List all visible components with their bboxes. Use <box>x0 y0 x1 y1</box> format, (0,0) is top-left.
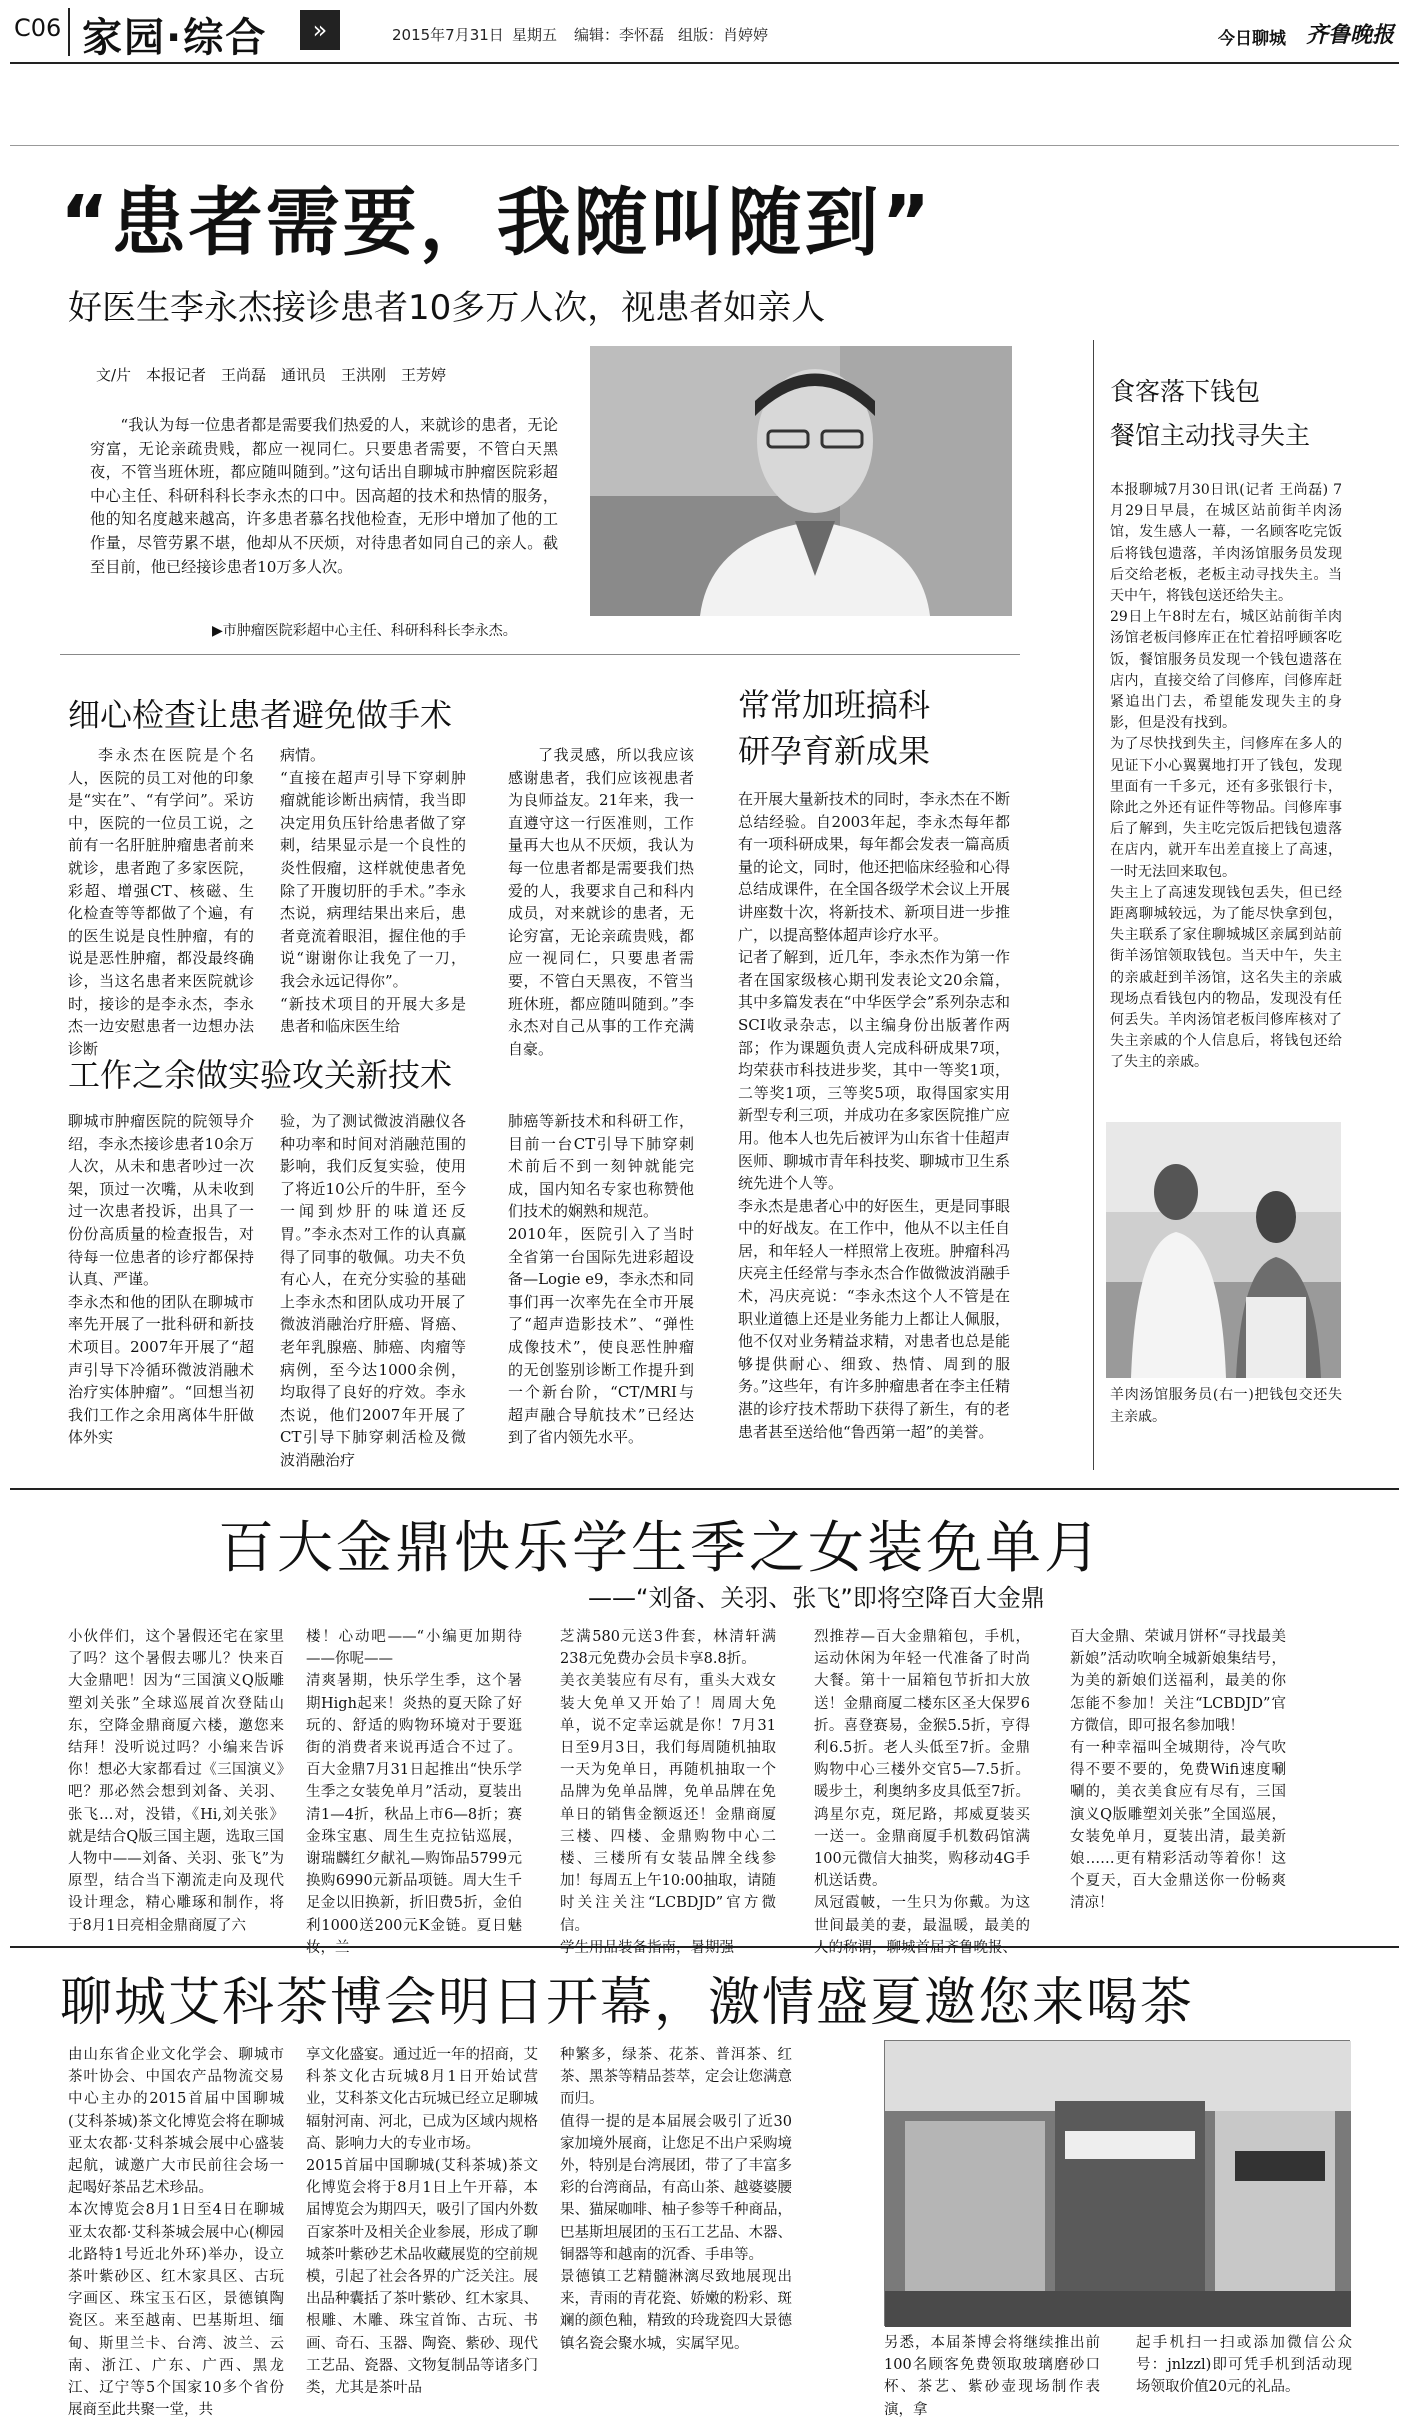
story1-byline: 文/片 本报记者 王尚磊 通讯员 王洪刚 王芳婷 <box>96 366 447 384</box>
sub2-title: 工作之余做实验攻关新技术 <box>68 1056 453 1094</box>
section-name: 家园·综合 <box>82 15 268 61</box>
story3-headline: 百大金鼎快乐学生季之女装免单月 <box>218 1516 1103 1581</box>
sub1-col1: 李永杰在医院是个名人，医院的员工对他的印象是“实在”、“有学问”。采访中，医院的一位员工说，之前有一名肝脏肿瘤患者前来就诊，患者跑了多家医院，彩超、增强CT、核磁、生化检查等等都做了个遍，有的医生说是良性肿瘤，有的说是恶性肿瘤，都没最终确诊，当这名患者来医院就诊时，接诊的是李永杰，李永杰一边安慰患者一边想办法诊断 <box>68 746 254 1058</box>
story1-headline: “患者需要，我随叫随到” <box>60 180 934 266</box>
story1-subhead: 好医生李永杰接诊患者10多万人次，视患者如亲人 <box>68 288 826 328</box>
issue-weekday: 星期五 <box>512 26 558 44</box>
sub2-col3: 肺癌等新技术和科研工作，目前一台CT引导下肺穿刺术前后不到一刻钟就能完成，国内知名专家也称赞他们技术的娴熟和规范。 2010年，医院引入了当时全省第一台国际先进彩超设备—Logie e9，李永杰和同事们再一次率先在全市开展了“超声造影技术”、“弹性成像技术”，使良恶性肿瘤的无创鉴别诊断工作提升到一个新台阶，“CT/MRI与超声融合导航技术”已经达到了省内领先水平。 <box>508 1112 694 1447</box>
sub2-col2: 验，为了测试微波消融仪各种功率和时间对消融范围的影响，我们反复实验，使用了将近10公斤的牛肝，至今一闻到炒肝的味道还反胃。”李永杰对工作的认真赢得了同事的敬佩。功夫不负有心人，在充分实验的基础上李永杰和团队成功开展了微波消融治疗肝癌、肾癌、老年乳腺癌、肺癌、肉瘤等病例，至今达1000余例，均取得了良好的疗效。李永杰说，他们2007年开展了CT引导下肺穿刺活检及微波消融治疗 <box>280 1112 466 1469</box>
header-subrule <box>10 145 1399 146</box>
story3-col4: 烈推荐—百大金鼎箱包，手机，运动休闲为年轻一代准备了时尚大餐。第十一届箱包节折扣大放送！金鼎商厦二楼东区圣大保罗6折。喜登赛易，金猴5.5折，亨得利6.5折。老人头低至7折。金鼎购物中心三楼外交官5—7.5折。暖步土，利奥纳多皮具低至7折。鸿星尔克，斑尼路，邦威夏装买一送一。金鼎商厦手机数码馆满100元微信大抽奖，购移动4G手机送话费。 凤冠霞帔，一生只为你戴。为这世间最美的妻，最温暖，最美的 <box>814 1629 1030 1934</box>
story3-col3: 芝满580元送3件套，林清轩满238元免费办会员卡享8.8折。 美衣美装应有尽有，重头大戏女装大免单又开始了！周周大免单，说不定幸运就是你！7月31日至9月3日，我们每周随机抽取一天为免单日，再随机抽取一个品牌为免单品牌，免单品牌在免单日的销售金额返还！金鼎商厦三楼、四楼、金鼎购物中心二楼、三楼所有女装品牌全线参加！每周五上午10:00抽取，请随时关注关注“LCBDJD”官方微信。 <box>560 1629 776 1934</box>
story4-col3: 种繁多，绿茶、花茶、普洱茶、红茶、黑茶等精品荟萃，定会让您满意而归。 值得一提的是本届展会吸引了近30家加境外展商，让您足不出户采购境外，特别是台湾展团，带了了丰富多彩的台湾商品，有高山茶、越婆婆腰果、猫屎咖啡、柚子参等千种商品，巴基斯坦展团的玉石工艺品、木器、铜器等和越南的沉香、手串等。 景德镇工艺精髓淋漓尽致地展现出来，青雨的青花瓷、娇嫩的粉彩、斑斓的颜色釉，精致的玲珑瓷四大景德镇名瓷会聚水城，实属罕见。 <box>560 2047 792 2352</box>
story4-col5: 起手机扫一扫或添加微信公众号：jnlzzl)即可凭手机到活动现场领取价值20元的礼品。 <box>1136 2335 1352 2396</box>
story3-col1: 小伙伴们，这个暑假还宅在家里了吗？这个暑假去哪儿？快来百大金鼎吧！因为“三国演义Q版雕塑刘关张”全球巡展首次登陆山东，空降金鼎商厦六楼，邀您来结拜！没听说过吗？小编来告诉你！想必大家都看过《三国演义》吧？那必然会想到刘备、关羽、张飞…对，没错，《Hi,刘关张》就是结合Q版三国主题，选取三国人物中——刘备、关羽、张飞”为原型，结合当下潮流走向及现代设计理念，精心雕琢和制作，将于8月1日亮相金鼎商厦了六 <box>68 1629 284 1934</box>
story-divider-1 <box>10 1488 1399 1490</box>
doctor-photo <box>590 346 1012 616</box>
page-number: C06 <box>14 14 62 42</box>
chevron-right-icon: » <box>300 10 340 50</box>
sub1-col2: 病情。 “直接在超声引导下穿刺肿瘤就能诊断出病情，我当即决定用负压针给患者做了穿刺，结果显示是一个良性的炎性假瘤，这样就使患者免除了开腹切肝的手术。”李永杰说，病理结果出来后，患者竟流着眼泪，握住他的手说“谢谢你让我免了一刀，我会永远记得你”。 “新技术项目的开展大多是患者和临床医生给 <box>280 746 466 1036</box>
wallet-photo-caption: 羊肉汤馆服务员(右一)把钱包交还失主亲戚。 <box>1110 1387 1342 1425</box>
story4-col1: 由山东省企业文化学会、聊城市茶叶协会、中国农产品物流交易中心主办的2015首届中国聊城(艾科茶城)茶文化博览会将在聊城亚太农都·艾科茶城会展中心盛装起航，诚邀广大市民前往会场一起喝好茶品艺术珍品。 本次博览会8月1日至4日在聊城亚太农都·艾科茶城会展中心(柳园北路特1号近北外环)举办，设立茶叶紫砂区、红木家具区、古玩字画区、珠宝玉石区，景德镇陶瓷区。来至越南、巴基斯坦、缅甸、斯里兰卡、台湾、波兰、云南、浙江、广东、广西、黑龙江、辽宁等5个国家10多个省份展商至此共聚一堂，共 <box>68 2047 284 2419</box>
sub3-body: 在开展大量新技术的同时，李永杰在不断总结经验。自2003年起，李永杰每年都有一项科研成果，每年都会发表一篇高质量的论文，同时，他还把临床经验和心得总结成课件，在全国各级学术会议上开展讲座数十次，将新技术、新项目进一步推广，以提高整体超声诊疗水平。 记者了解到，近几年，李永杰作为第一作者在国家级核心期刊发表论文20余篇，其中多篇发表在“中华医学会”系列杂志和SCI收录杂志，以主编身份出版著作两部；作为课题负责人完成科研成果7项，均荣获市科技进步奖，其中一等奖1项，二等奖1项，三等奖5项，取得国家实用新型专利三项，并成功在多家医院推广应用。他本人也先后被评为山东省十佳超声医师、聊城市青年科技奖、聊城市卫生系统先进个人等。 李永杰是患者心中的好医生，更是同事眼中的好战友。在工作中，他从不以主任自居，和年轻人一样照常上夜班。肿瘤科冯庆亮主任经常与李永杰合作做微波消融手术，冯庆亮说：“李永杰这个人不管是在职业道德上还是业务能力上都让人佩服，他不仅对业务精益求精，对患者也总是能够提供耐心、细致、热情、周到的服务。”这些年，有许多肿瘤患者在李主任精湛的诊疗技术帮助下获得了新生，有的老患者甚至送给他“鲁西第一超”的美誉。 <box>738 790 1010 1441</box>
layout-editor: 组版：肖婷婷 <box>678 26 769 44</box>
header-divider <box>68 8 70 56</box>
story2-title-line2: 餐馆主动找寻失主 <box>1110 421 1311 450</box>
doctor-photo-caption: ▶市肿瘤医院彩超中心主任、科研科科长李永杰。 <box>212 623 517 639</box>
sub3-title-line1: 常常加班搞科 <box>738 686 931 724</box>
newspaper-logo: 齐鲁晚报 <box>1306 23 1395 48</box>
story4-col2: 享文化盛宴。通过近一年的招商，艾科茶文化古玩城8月1日开始试营业，艾科茶文化古玩城已经立足聊城辐射河南、河北，已成为区域内规格高、影响力大的专业市场。 2015首届中国聊城(艾科茶城)茶文化博览会将于8月1日上午开幕，本届博览会为期四天，吸引了国内外数百家茶叶及相关企业参展，形成了聊城茶叶紫砂艺术品收藏展览的空前规模，引起了社会各界的广泛关注。展出品种囊括了茶叶紫砂、红木家具、根雕、木雕、珠宝首饰、古玩、书画、奇石、玉器、陶瓷、紫砂、现代工艺品、瓷器、文物复制品等诸多门类，尤其是茶叶品 <box>306 2047 538 2397</box>
tea-expo-photo <box>884 2040 1350 2326</box>
story1-divider <box>60 654 1020 655</box>
story3-subhead: ——“刘备、关羽、张飞”即将空降百大金鼎 <box>588 1584 1045 1612</box>
story3-col2: 楼！心动吧——“小编更加期待——你呢—— 清爽暑期，快乐学生季，这个暑期High起来！炎热的夏天除了好玩的、舒适的购物环境对于要逛街的消费者来说再适合不过了。百大金鼎7月31日起推出“快乐学生季之女装免单月”活动，夏装出清1—4折，秋品上市6—8折；赛金珠宝惠、周生生克拉钻巡展，谢瑞麟红夕献礼—购饰品5799元换购6990元新品项链。周大生千足金以旧换新，折旧费5折，金伯利1000送200元K金链。夏日魅 <box>306 1629 522 1934</box>
wallet-return-photo <box>1106 1122 1341 1378</box>
right-column-divider <box>1093 340 1094 1470</box>
story4-col4: 另悉，本届茶博会将继续推出前100名顾客免费领取玻璃磨砂口杯、茶艺、紫砂壶现场制作表演，拿 <box>884 2335 1100 2418</box>
story-divider-2 <box>10 1946 1399 1948</box>
column-name: 今日聊城 <box>1218 29 1286 49</box>
header-rule <box>10 62 1399 64</box>
story2-title-line1: 食客落下钱包 <box>1110 377 1261 406</box>
sub2-col1: 聊城市肿瘤医院的院领导介绍，李永杰接诊患者10余万人次，从未和患者吵过一次架，顶过一次嘴，从未收到过一次患者投诉，出具了一份份高质量的检查报告，对待每一位患者的诊疗都保持认真、严谨。 李永杰和他的团队在聊城市率先开展了一批科研和新技术项目。2007年开展了“超声引导下冷循环微波消融术治疗实体肿瘤”。“回想当初我们工作之余用离体牛肝做体外实 <box>68 1112 254 1447</box>
issue-date: 2015年7月31日 <box>392 26 504 44</box>
sub3-title-line2: 研孕育新成果 <box>738 732 931 770</box>
editor: 编辑：李怀磊 <box>574 26 665 44</box>
sub1-title: 细心检查让患者避免做手术 <box>68 696 453 734</box>
story2-body: 本报聊城7月30日讯(记者 王尚磊) 7月29日早晨，在城区站前街羊肉汤馆，发生感人一幕，一名顾客吃完饭后将钱包遗落，羊肉汤馆服务员发现后交给老板，老板主动寻找失主。当天中午，将钱包送还给失主。 29日上午8时左右，城区站前街羊肉汤馆老板闫修库正在忙着招呼顾客吃饭，餐馆服务员发现一个钱包遗落在店内，直接交给了闫修库，闫修库赶紧追出门去，希望能发现失主的身影，但是没有找到。 为了尽快找到失主，闫修库在多人的见证下小心翼翼地打开了钱包，发现里面有一千多元，还有多张银行卡，除此之外还有证件等物品。闫修库事后了解到，失主吃完饭后把钱包遗落在店内，就开车出差直接上了高速，一时无法回来取包。 失主上了高速发现钱包丢失，但已经距离聊城较远，为了能尽快拿到包，失主联系了家住聊城城区亲属到站前街羊汤馆领取钱包。当天中午，失主的亲戚赶到羊汤馆，这名失主的亲戚现场点看钱包内的物品，发现没有任何丢失。羊肉汤馆老板闫修库核对了失主亲戚的个人信息后，将钱包还给了失主的亲戚。 <box>1110 482 1342 1071</box>
story4-headline: 聊城艾科茶博会明日开幕，激情盛夏邀您来喝茶 <box>60 1973 1195 2033</box>
story1-lead: “我认为每一位患者都是需要我们热爱的人，来就诊的患者，无论穷富，无论亲疏贵贱，都应一视同仁。只要患者需要，不管白天黑夜，不管当班休班，都应随叫随到。”这句话出自聊城市肿瘤医院彩超中心主任、科研科科长李永杰的口中。因高超的技术和热情的服务，他的知名度越来越高，许多患者慕名找他检查，无形中增加了他的工作量，尽管劳累不堪，他却从不厌烦，对待患者如同自己的亲人。截至目前，他已经接诊患者10万多人次。 <box>90 416 558 576</box>
sub1-col3: 了我灵感，所以我应该感谢患者，我们应该视患者为良师益友。21年来，我一直遵守这一行医准则，工作量再大也从不厌烦，我认为每一位患者都是需要我们热爱的人，我要求自己和科内成员，对来就诊的患者，无论穷富，无论亲疏贵贱，都应一视同仁，只要患者需要，不管白天黑夜，不管当班休班，都应随叫随到。”李永杰对自己从事的工作充满自豪。 <box>508 746 694 1058</box>
story3-col5: 百大金鼎、荣诚月饼杯“寻找最美新娘”活动吹响全城新娘集结号，为美的新娘们送福利，最美的你怎能不参加！关注“LCBDJD”官方微信，即可报名参加哦！ 有一种幸福叫全城期待，冷气吹得不要不要的，免费Wifi速度唰唰的，美衣美食应有尽有，三国演义Q版雕塑刘关张”全国巡展，女装免单月，夏装出清，最美新娘……更有精彩活动等着你！这个夏天，百大金鼎送你一份畅爽清凉！ <box>1070 1629 1286 1912</box>
